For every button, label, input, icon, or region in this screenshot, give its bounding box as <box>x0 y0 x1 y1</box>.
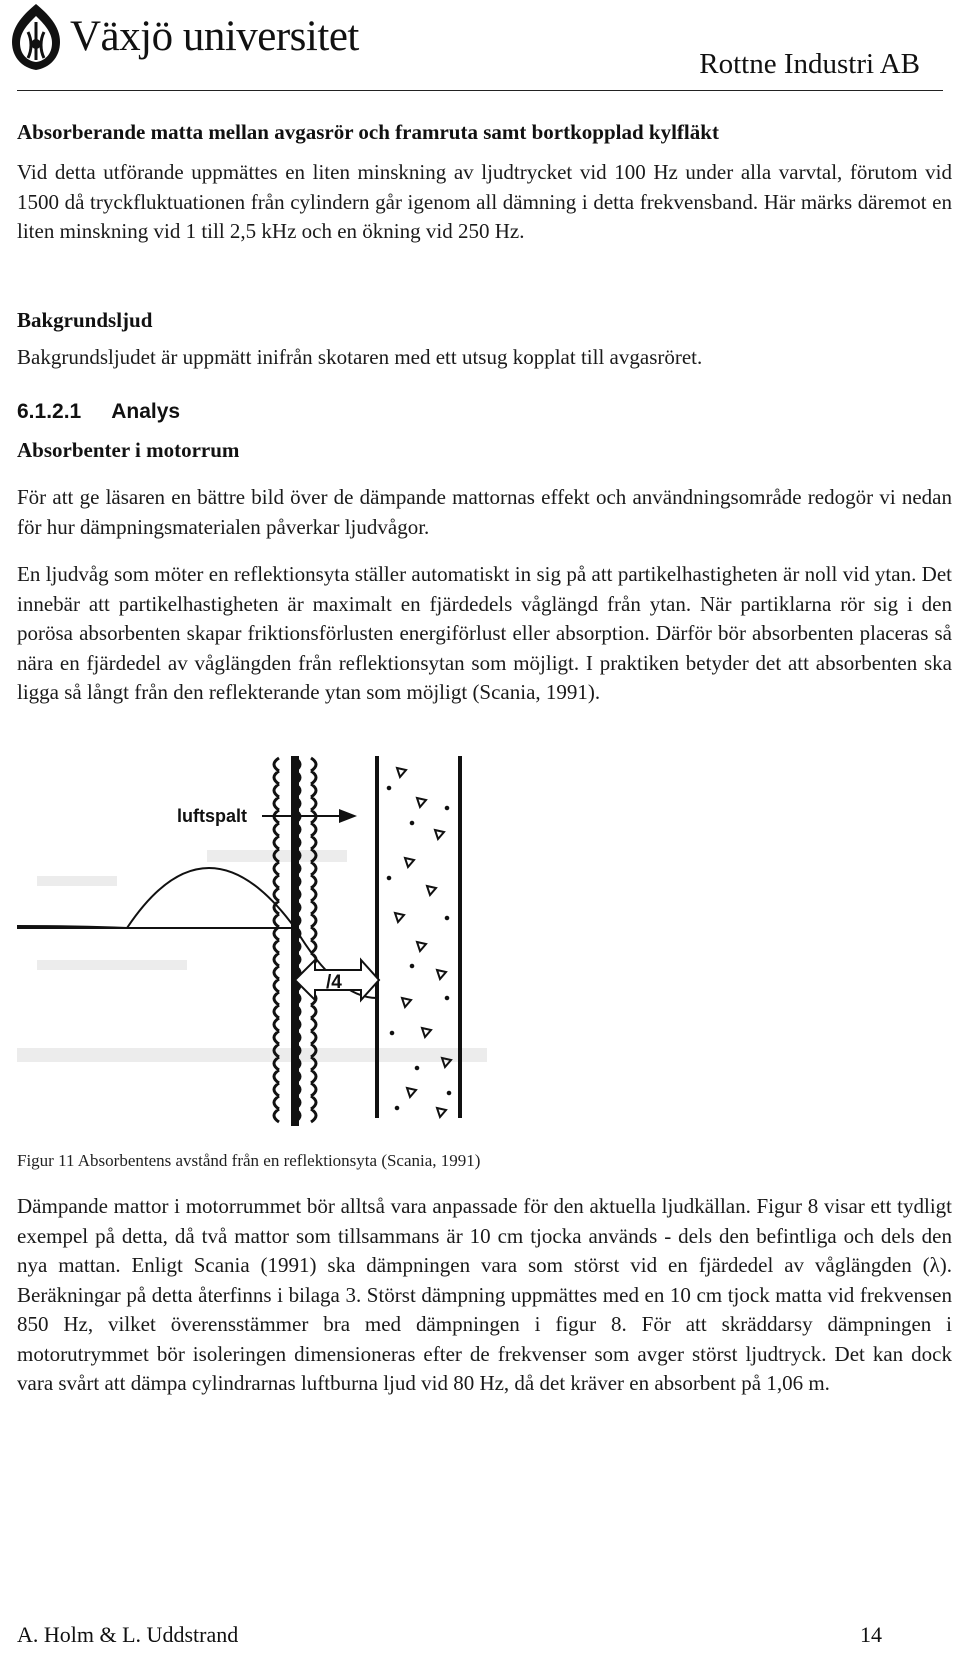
label-quarter-wavelength: /4 <box>326 972 342 993</box>
section-number-heading <box>17 400 952 424</box>
corrugated-reflector <box>274 756 316 1126</box>
label-luftspalt: luftspalt <box>177 806 247 826</box>
university-name: Växjö universitet <box>70 13 359 60</box>
paragraph-absorberande: Vid detta utförande uppmättes en liten minskning av ljudtrycket vid 100 Hz under alla varvtal, förutom vid 1500 då tryckfluktuationen från cylindern går igenom all dämning i detta frekvensband. Här märks däremot en liten minskning vid 1 till 2,5 kHz och en ökning vid 250 Hz. <box>17 160 952 243</box>
section-heading-bakgrundsljud: Bakgrundsljud <box>17 308 153 332</box>
paragraph-absorbenter-theory: En ljudvåg som möter en reflektionsyta ställer automatiskt in sig på att partikelhastigheten är noll vid ytan. Det innebär att partikelhastigheten är maximalt en fjärdedels våglängd från ytan. När partiklarna rör sig i den porösa absorbenten skapar friktionsförlusten energiförlust eller absorption. Därför bör absorbenten placeras så nära en fjärdedel av våglängden från reflektionsytan som möjligt. I praktiken betyder det att absorbenten ska ligga så långt från den reflekterande ytan som möjligt (Scania, 1991). <box>17 562 952 704</box>
porous-absorbent <box>375 756 462 1118</box>
company-name: Rottne Industri AB <box>699 48 920 80</box>
paragraph-bakgrundsljud: Bakgrundsljudet är uppmätt inifrån skotaren med ett utsug kopplat till avgasröret. <box>17 345 703 369</box>
faint-background-text <box>17 850 487 1062</box>
page-header <box>0 0 960 92</box>
figure-caption: Figur 11 Absorbentens avstånd från en reflektionsyta (Scania, 1991) <box>17 1151 481 1170</box>
footer-authors: A. Holm & L. Uddstrand <box>17 1622 239 1647</box>
section-number: 6.1.2.1 <box>17 400 82 423</box>
footer-page-number: 14 <box>860 1622 882 1647</box>
paragraph-absorbenter-intro: För att ge läsaren en bättre bild över de dämpande mattornas effekt och användningsområde redogör vi nedan för hur dämpningsmaterialen påverkar ljudvågor. <box>17 485 952 539</box>
section-title: Analys <box>111 400 181 423</box>
paragraph-dampande: Dämpande mattor i motorrummet bör alltså vara anpassade för den aktuella ljudkällan. Figur 8 visar ett tydligt exempel på detta, då två mattor som tillsammans är 10 cm tjocka används - dels den befintliga och dels den nya mattan. Enligt Scania (1991) ska dämpningen vara som störst vid en fjärdedel av våglängden (λ). Beräkningar på detta återfinns i bilaga 3. Störst dämpning uppmättes med en 10 cm tjock matta vid frekvensen 850 Hz, vilket överensstämmer bra med dämpningen i figur 8. För att skräddarsy dämpningen i motorutrymmet bör isoleringen dimensioneras efter de frekvenser som avger störst ljudtryck. Det kan dock vara svårt att dämpa cylindrarnas luftburna ljud vid 80 Hz, då det kräver en absorbent på 1,06 m. <box>17 1194 952 1395</box>
subsection-heading-absorbenter: Absorbenter i motorrum <box>17 438 240 462</box>
figure-absorbent-distance <box>17 748 517 1138</box>
section-heading-absorberande: Absorberande matta mellan avgasrör och framruta samt bortkopplad kylfläkt <box>17 120 719 144</box>
header-divider <box>17 90 943 91</box>
vaxjo-university-seal-icon <box>6 2 66 72</box>
